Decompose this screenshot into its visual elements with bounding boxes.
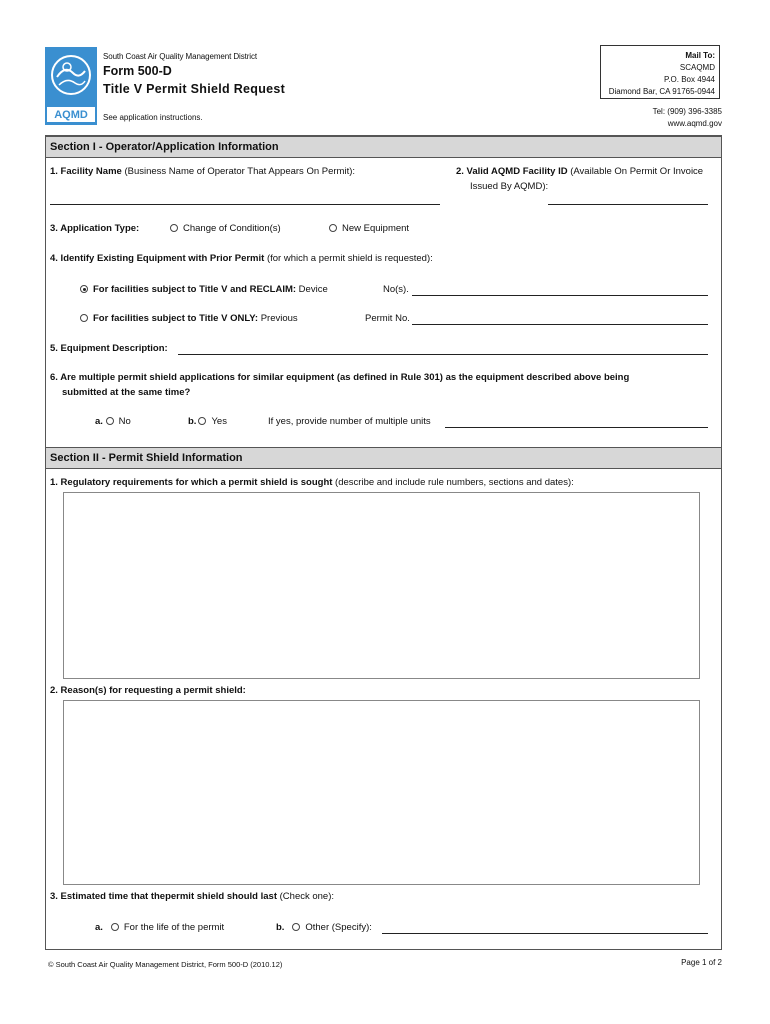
svg-text:AQMD: AQMD: [54, 109, 88, 121]
q6-yes-radio[interactable]: b. Yes: [188, 416, 227, 427]
q6-multiple-applications-label-2: submitted at the same time?: [62, 387, 191, 398]
device-no-field[interactable]: [412, 295, 708, 296]
regulatory-requirements-textarea[interactable]: [63, 492, 700, 679]
q5-equipment-description-label: 5. Equipment Description:: [50, 343, 168, 354]
footer-copyright: © South Coast Air Quality Management District, Form 500-D (2010.12): [48, 960, 283, 969]
facility-id-field[interactable]: [548, 204, 708, 205]
radio-icon: [111, 923, 119, 931]
form-title: Title V Permit Shield Request: [103, 82, 286, 96]
radio-icon: [292, 923, 300, 931]
q6-no-radio[interactable]: a. No: [95, 416, 131, 427]
q1-facility-name-label: 1. Facility Name (Business Name of Operator That Appears On Permit):: [50, 166, 356, 177]
other-specify-field[interactable]: [382, 933, 708, 934]
life-of-permit-radio[interactable]: a. For the life of the permit: [95, 922, 225, 933]
equipment-description-field[interactable]: [178, 354, 708, 355]
radio-icon: [170, 224, 178, 232]
aqmd-logo: [45, 47, 97, 125]
contact-info: [653, 106, 722, 130]
permit-no-label: Permit No.: [365, 313, 410, 324]
multiple-units-field[interactable]: [445, 427, 708, 428]
other-specify-radio[interactable]: b. Other (Specify):: [276, 922, 372, 933]
q3-application-type-label: 3. Application Type:: [50, 223, 140, 234]
form-number: Form 500-D: [103, 64, 172, 78]
section-1-header: Section I - Operator/Application Information: [46, 136, 721, 158]
permit-no-field[interactable]: [412, 324, 708, 325]
device-no-label: No(s).: [383, 284, 409, 295]
new-equipment-radio[interactable]: New Equipment: [329, 223, 409, 234]
mail-to-title: Mail To:: [685, 51, 715, 60]
title-v-only-radio[interactable]: For facilities subject to Title V ONLY: Previous: [80, 313, 298, 324]
q4-existing-equipment-label: 4. Identify Existing Equipment with Prior Permit (for which a permit shield is requested):: [50, 253, 433, 264]
q2-facility-id-label: 2. Valid AQMD Facility ID (Available On Permit Or Invoice: [456, 166, 704, 177]
instructions-note: See application instructions.: [103, 113, 203, 122]
s2-q1-regulatory-label: 1. Regulatory requirements for which a permit shield is sought (describe and include rule numbers, sections and dates):: [50, 477, 574, 488]
mail-to-line2: P.O. Box 4944: [664, 75, 715, 84]
section-2-header: Section II - Permit Shield Information: [46, 447, 721, 469]
agency-name: South Coast Air Quality Management District: [103, 52, 257, 61]
s2-q2-reasons-label: 2. Reason(s) for requesting a permit shield:: [50, 685, 246, 696]
radio-icon: [106, 417, 114, 425]
q6-multiple-applications-label: 6. Are multiple permit shield applications for similar equipment (as defined in Rule 301) as the equipment described above being: [50, 372, 630, 383]
radio-icon: [329, 224, 337, 232]
mail-to-line3: Diamond Bar, CA 91765-0944: [608, 87, 715, 96]
radio-selected-icon: [80, 285, 88, 293]
facility-name-field[interactable]: [50, 204, 440, 205]
radio-icon: [198, 417, 206, 425]
contact-tel: Tel: (909) 396-3385: [652, 107, 722, 116]
reasons-textarea[interactable]: [63, 700, 700, 885]
change-of-condition-radio[interactable]: Change of Condition(s): [170, 223, 281, 234]
q2-facility-id-label-2: Issued By AQMD):: [470, 181, 549, 192]
s2-q3-estimated-time-label: 3. Estimated time that thepermit shield should last (Check one):: [50, 891, 335, 902]
contact-web: www.aqmd.gov: [667, 119, 722, 128]
radio-icon: [80, 314, 88, 322]
title-v-reclaim-radio[interactable]: For facilities subject to Title V and RECLAIM: Device: [80, 284, 328, 295]
mail-to-line1: SCAQMD: [679, 63, 715, 72]
page-number: Page 1 of 2: [681, 958, 722, 967]
mail-to-box: [600, 45, 720, 99]
multiple-units-label: If yes, provide number of multiple units: [268, 416, 431, 427]
